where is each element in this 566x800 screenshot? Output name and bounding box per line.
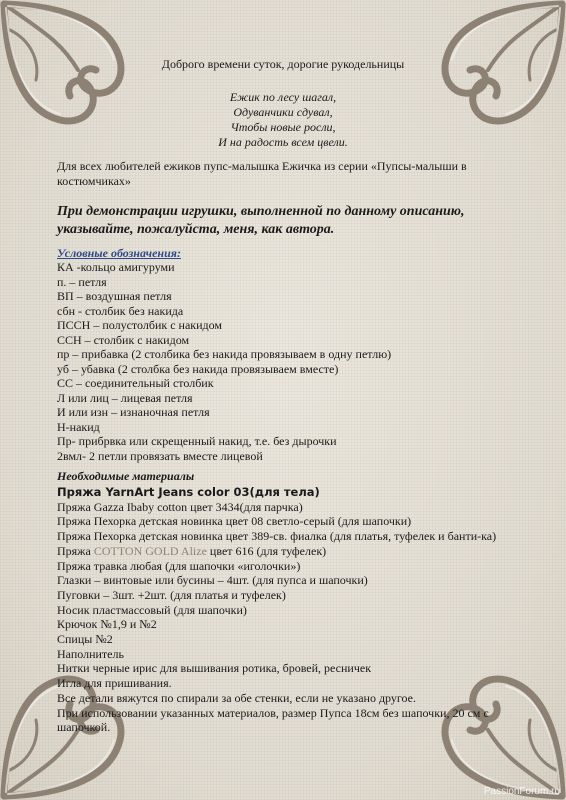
intro-paragraph: Для всех любителей ежиков пупс-малышка Ежичка из серии «Пупсы-малыши в костюмчиках» — [57, 159, 467, 188]
legend-item: ПССН – полустолбик с накидом — [57, 318, 222, 332]
poem-line: И на радость всем цвели. — [218, 135, 348, 149]
material-item: Пуговки – 3шт. +2шт. (для платья и туфелек) — [57, 587, 286, 602]
legend-heading: Условные обозначения: — [57, 246, 181, 260]
material-item: Пряжа травка любая (для шапочки «иголочки») — [57, 558, 301, 573]
legend-item: п. – петля — [57, 274, 107, 289]
author-credit-request: При демонстрации игрушки, выполненной по данному описанию, указывайте, пожалуйста, меня, как автора. — [57, 204, 465, 237]
material-item: Глазки – винтовые или бусины – 4шт. (для пупса и шапочки) — [57, 573, 368, 588]
material-item: Носик пластмассовый (для шапочки) — [57, 602, 247, 617]
legend-item: 2вмл- 2 петли провязать вместе лицевой — [57, 448, 263, 463]
legend-item: пр – прибавка (2 столбика без накида провязываем в одну петлю) — [57, 347, 392, 361]
materials-list — [57, 485, 529, 735]
materials-heading: Необходимые материалы — [57, 469, 195, 483]
poem-line: Чтобы новые росли, — [230, 120, 336, 134]
material-item: Пряжа Пехорка детская новинка цвет 389-св. фиалка (для платья, туфелек и банти-ка) — [57, 529, 497, 544]
material-item: Пряжа Gazza Ibaby cotton цвет 3434(для парчка) — [57, 499, 303, 514]
material-item — [57, 544, 529, 559]
poem-line: Ежик по лесу шагал, — [229, 90, 337, 104]
legend-item: ВП – воздушная петля — [57, 289, 172, 303]
material-item-brand: COTTON GOLD Alize — [93, 543, 207, 558]
material-item: Нитки черные ирис для вышивания ротика, бровей, ресничек — [57, 661, 372, 676]
material-item: Спицы №2 — [57, 632, 113, 647]
legend-item: ССН – столбик с накидом — [57, 332, 190, 347]
material-item-prefix: Пряжа — [57, 543, 94, 558]
material-item-suffix: цвет 616 (для туфелек) — [206, 543, 327, 558]
legend-item: сбн - столбик без накида — [57, 303, 184, 318]
material-item: При использовании указанных материалов, размер Пупса 18см без шапочки, 20 см с шапочкой. — [57, 705, 489, 735]
material-item: Наполнитель — [57, 646, 124, 661]
legend-item: КА -кольцо амигуруми — [57, 260, 175, 274]
greeting-line: Доброго времени суток, дорогие рукодельницы — [161, 57, 405, 71]
material-item-main-yarn: Пряжа YarnArt Jeans color 03(для тела) — [57, 485, 320, 499]
legend-item: Н-накид — [57, 419, 100, 434]
abbreviation-legend — [57, 260, 391, 463]
poem — [0, 90, 566, 150]
material-item: Все детали вяжутся по спирали за обе стенки, если не указано другое. — [57, 690, 416, 705]
material-item: Игла для пришивания. — [57, 676, 172, 691]
poem-line: Одуванчики сдувал, — [233, 105, 333, 119]
legend-item: СС – соединительный столбик — [57, 376, 214, 390]
site-watermark: PassionForum.ru — [483, 786, 560, 797]
material-item: Пряжа Пехорка детская новинка цвет 08 светло-серый (для шапочки) — [57, 514, 412, 529]
legend-item: Л или лиц – лицевая петля — [57, 390, 193, 405]
legend-item: уб – убавка (2 столбка без накида провязываем вместе) — [57, 361, 339, 376]
legend-item: Пр- прибрвка или скрещенный накид, т.е. без дырочки — [57, 434, 337, 448]
legend-item: И или изн – изнаночная петля — [57, 405, 210, 419]
material-item: Крючок №1,9 и №2 — [57, 617, 157, 632]
